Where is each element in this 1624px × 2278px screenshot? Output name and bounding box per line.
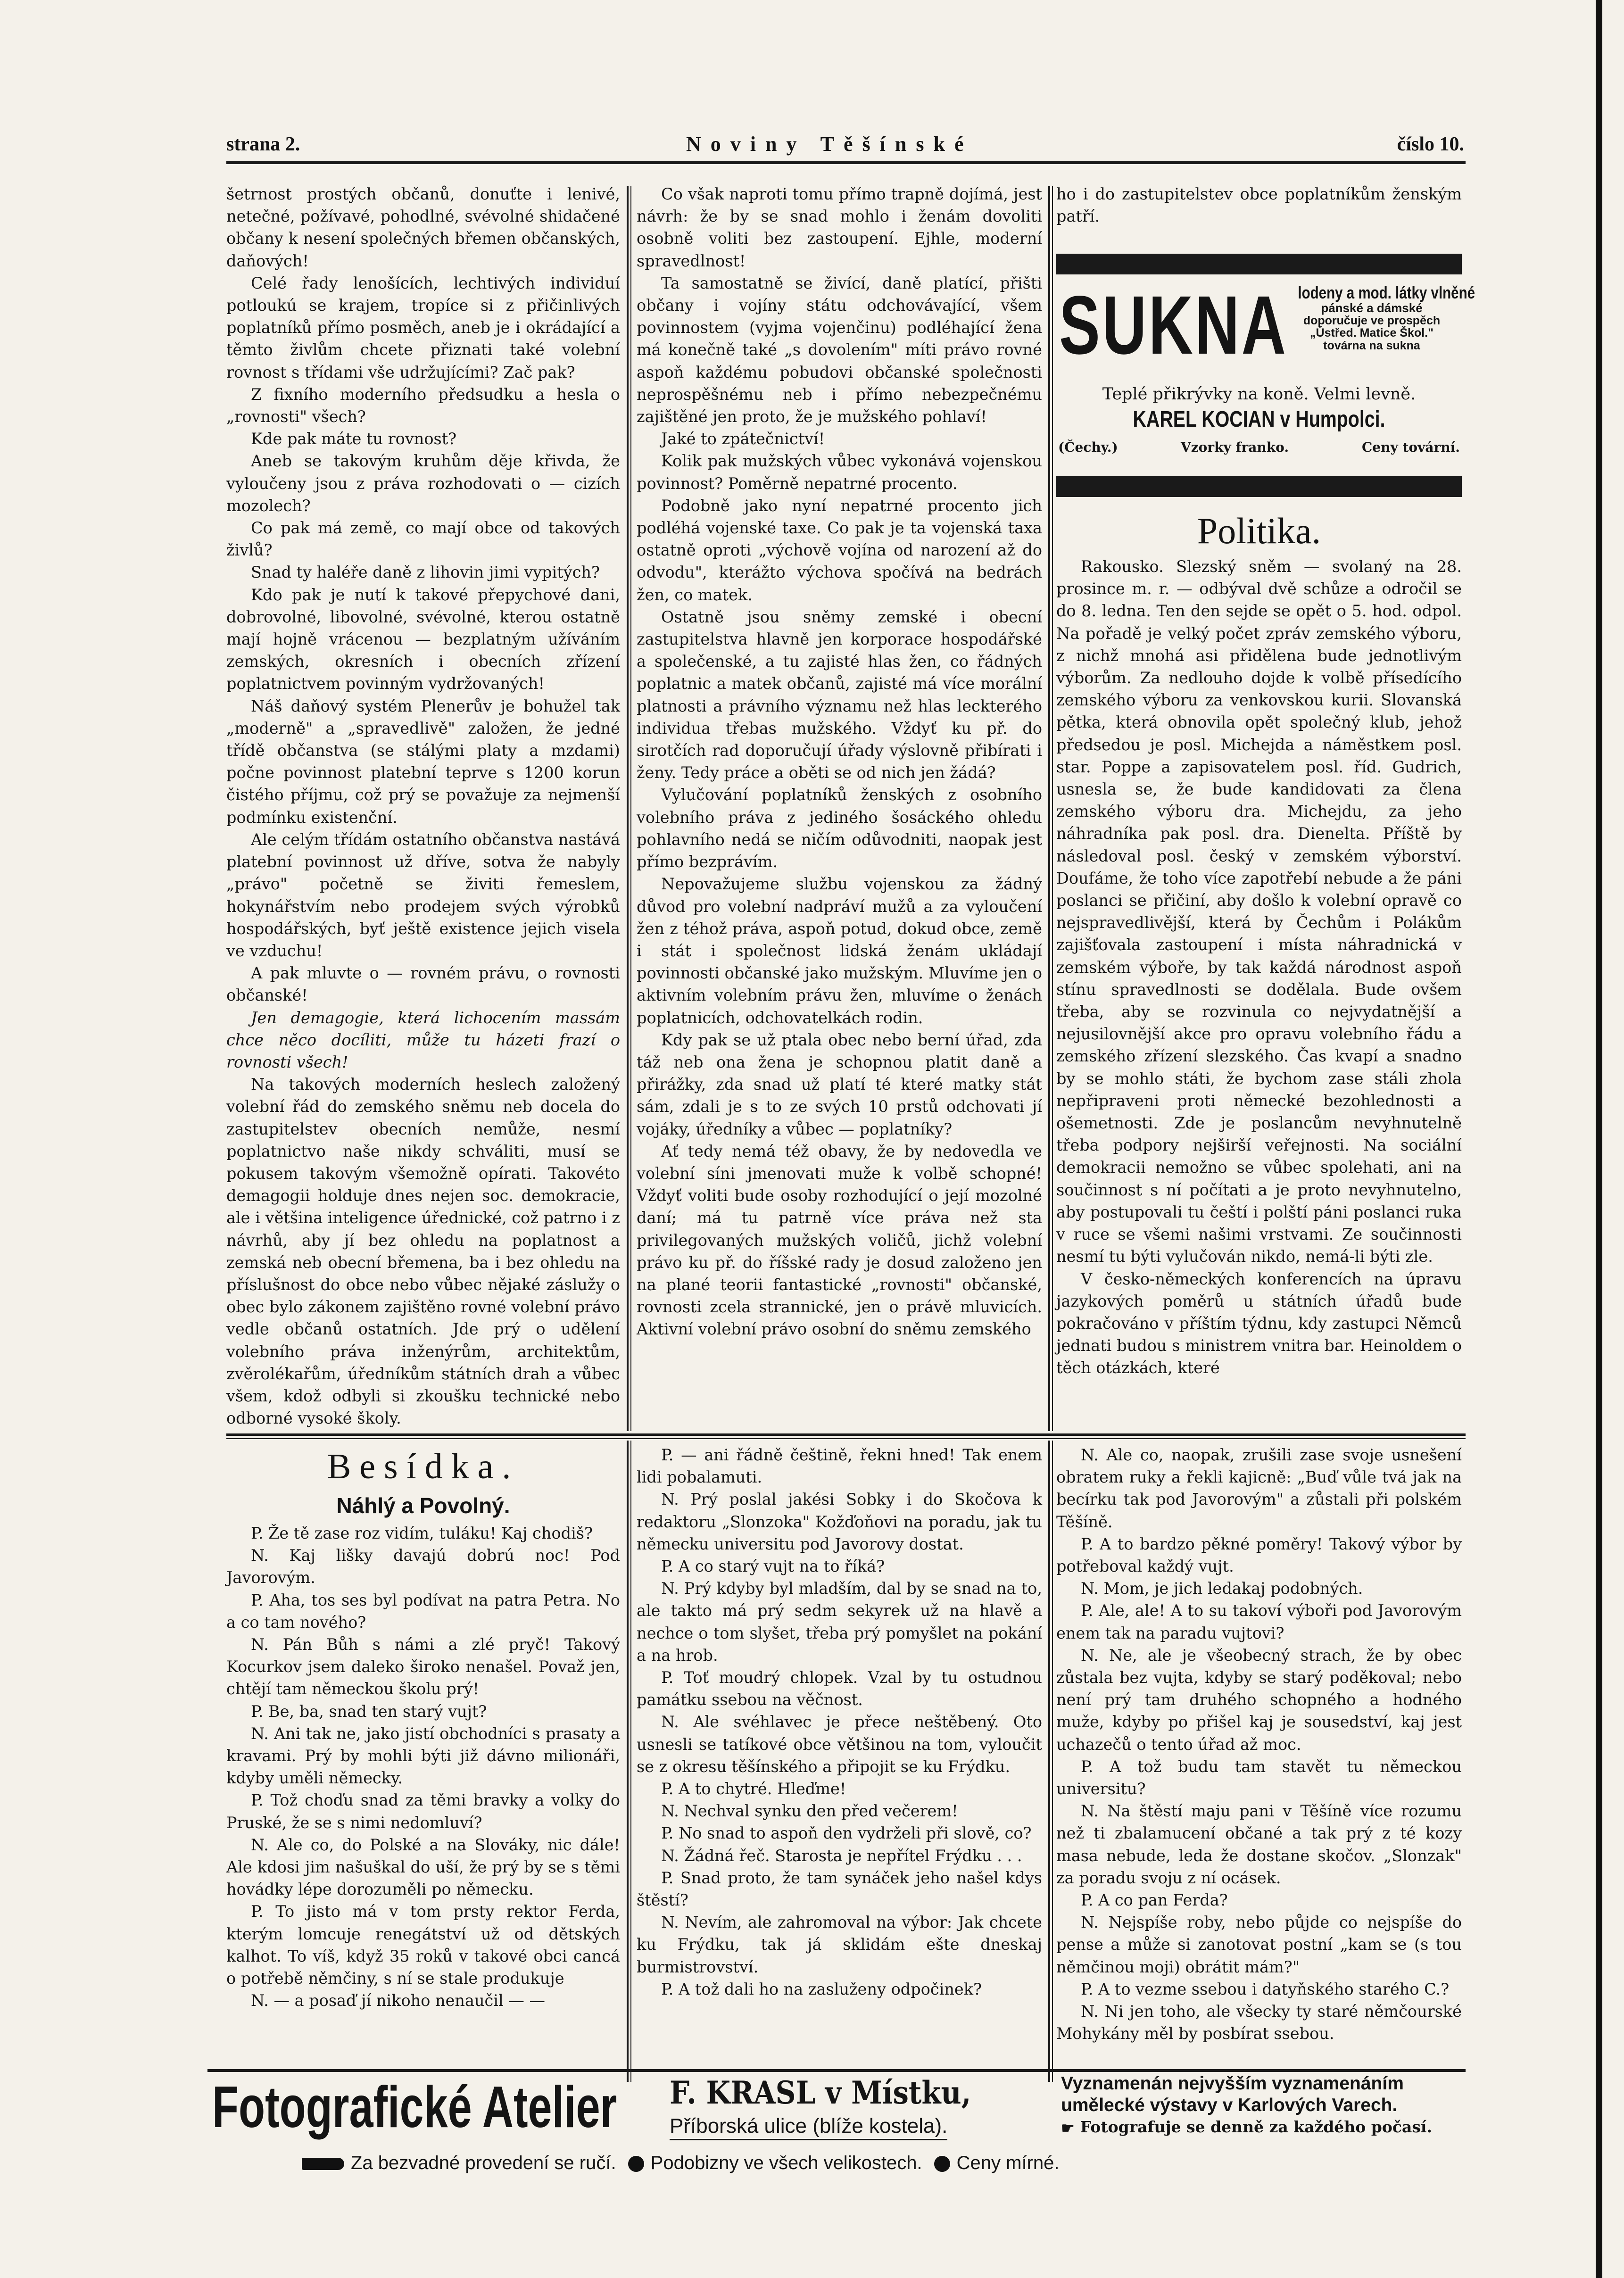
dialogue-line: N. Ni jen toho, ale všecky ty staré němčourské Mohykány měl by posbírat ssebou.: [1056, 2002, 1462, 2043]
article-paragraph: Co však naproti tomu přímo trapně dojímá, jest návrh: že by se snad mohlo i ženám dovoliti osobně voliti bez zastoupení. Ejhle, moderní spravedlnost!: [637, 185, 1042, 270]
article-paragraph: Kdo pak je nutí k takové přepychové dani, dobrovolné, libovolné, svévolné, kterou ostatně mají hojně vrácenou — bezplatným užíváním zemských, okresních i obecních zřízení poplatnictvem povinným vydržovaných!: [226, 585, 620, 693]
sukna-blankets: Teplé přikrývky na koně. Velmi levně.: [1102, 385, 1416, 404]
article-paragraph: šetrnost prostých občanů, donuťte i lenivé, netečné, požívavé, pohodlné, svévolné shidačené občany k nesení společných břemen občanských, daňových!: [226, 185, 620, 270]
dialogue-line: N. Ani tak ne, jako jistí obchodníci s prasaty a kravami. Prý by mohli býti již dávno milionáři, kdyby uměli německy.: [226, 1724, 620, 1788]
article-paragraph: Na takových moderních heslech založený volební řád do zemského sněmu neb docela do zastupitelstev obecních nemůže, nesmí poplatnictvo naše nikdy schváliti, musí se pokusem takovým všemožně opírati. Takovéto demagogii holduje dnes nejen soc. demokracie, ale i většina inteligence úřednické, což patrno i z návrhů, aby jí bez ohledu na poplatnost a zemská neb obecní břemena, ba i bez ohledu na příslušnost do obce nebo vůbec nějaké záslužy o obec bylo zákonem zajištěno rovné volební právo vedle občanů ostatních. Jde prý o udělení volebního práva inženýrům, architektům, zvěrolékařům, úředníkům státních drah a vůbec všem, kdož odbyli si zkoušku technické nebo odborné vysoké školy.: [226, 1075, 620, 1428]
dialogue-line: N. Ne, ale je všeobecný strach, že by obec zůstala bez vujta, kdyby se starý poděkoval; nebo není prý tam druhého schopného a hodného muže, kdyby po přišel kaj je sousedství, kaj jest uchazečů o tento úřad až moc.: [1056, 1646, 1462, 1754]
sukna-line: lodeny a mod. látky vlněné: [1298, 283, 1475, 302]
article-paragraph: Ostatně jsou sněmy zemské i obecní zastupitelstva hlavně jen korporace hospodářské a společenské, a tu zajisté hlas žen, co řádných poplatnic a matek občanů, zajisté má více morální platnosti a právního významu než hlas leckterého individua třebas mužského. Vždyť ku př. do sirotčích rad doporučují úřady výslovně přibírati i ženy. Tedy práce a oběti se od nich jen žádá?: [637, 607, 1042, 782]
besidka-subtitle: Náhlý a Povolný.: [336, 1493, 510, 1518]
studio-award-detail: umělecké výstavy v Karlových Varech.: [1061, 2095, 1398, 2115]
sukna-prices: Ceny tovární.: [1362, 439, 1460, 455]
header-rule: [226, 161, 1466, 164]
article-paragraph: V česko-německých konferencích na úpravu jazykových poměrů u státních úřadů bude pokračováno v příštím týdnu, kdy zastupci Němců jednati budou s ministrem vnitra bar. Heinoldem o těch otázkách, které: [1056, 1269, 1462, 1377]
page-header: [226, 133, 1464, 157]
sukna-company: KAREL KOCIAN v Humpolci.: [1133, 407, 1385, 432]
dialogue-line: P. Aha, tos ses byl podívat na patra Petra. No a co tam nového?: [226, 1590, 620, 1632]
dialogue-line: P. No snad to aspoň den vydrželi při slově, co?: [661, 1824, 1032, 1843]
page-edge-bar: [1596, 0, 1602, 2278]
article-column-1: [226, 183, 620, 1429]
dialogue-line: P. A to bardzo pěkné poměry! Takový výbor by potřeboval každý vujt.: [1056, 1534, 1462, 1576]
article-paragraph: Nepovažujeme službu vojenskou za žádný důvod pro volební nadpráví mužů a za vyloučení žen z téhož práva, aspoň potud, dokud obce, země i stát i společnost lidská ženám ukládají povinnosti občanské jako mužským. Mluvíme jen o aktivním volebním právu žen, mluvíme o ženách poplatnicích, odchovatelkách rodin.: [637, 875, 1042, 1027]
article-column-2: [637, 183, 1042, 1341]
column-divider: [630, 186, 631, 1431]
sukna-line: továrna na sukna: [1323, 339, 1420, 352]
article-paragraph: Podobně jako nyní nepatrné procento jich podléhá vojenské taxe. Co pak je ta vojenská taxa ostatně oproti „výchově vojína od narození až do odvodu", kterážto výchova spočívá na bedrách žen, co matek.: [637, 496, 1042, 604]
studio-guarantee: Za bezvadné provedení se ručí.: [351, 2153, 616, 2173]
dialogue-line: P. Be, ba, snad ten starý vujt?: [251, 1702, 487, 1721]
column-divider: [627, 1441, 629, 2082]
studio-title: Fotografické Atelier: [212, 2075, 617, 2140]
sukna-samples: Vzorky franko.: [1181, 439, 1289, 455]
article-column-3: [1056, 183, 1462, 227]
article-paragraph: Ta samostatně se živící, daně platící, přišti občany i vojíny státu odchovávající, všem povinnostem (vyjma vojenčinu) podléhající žena má konečně také „s dovolením" míti právo rovné aspoň každému pobudovi občanské společnosti neprospěšnému neb i přímo nebezpečnému zajištěné jen proto, že je mužského pohlaví!: [637, 273, 1042, 426]
article-paragraph: Jen demagogie, která lichocením massám chce něco docíliti, může tu házeti frazí o rovnosti všech!: [226, 1008, 620, 1071]
dialogue-line: N. Pán Bůh s námi a zlé pryč! Takový Kocurkov jsem daleko široko nenašel. Považ jen, chtějí tam německou školu prý!: [226, 1635, 620, 1698]
article-paragraph: Vylučování poplatníků ženských z osobního volebního práva z jediného šosáckého ohledu pohlavního nedá se ničím odůvodniti, naopak jest přímo bezprávím.: [637, 786, 1042, 871]
sukna-title: SUKNA: [1059, 279, 1288, 372]
besidka-column-2: [637, 1444, 1042, 2000]
article-paragraph: Z fixního moderního předsudku a hesla o „rovnosti" všech?: [226, 385, 620, 426]
dialogue-line: P. Ale, ale! A to su takoví výboři pod Javorovým enem tak na paradu vujtovi?: [1056, 1601, 1462, 1642]
pointing-hand-icon: ☛: [1061, 2119, 1075, 2137]
dialogue-line: P. A co starý vujt na to říká?: [661, 1557, 885, 1576]
dialogue-line: N. Ale svéhlavec je přece neštěbený. Oto usnesli se tatíkové obce většinou na tom, vyloučit se z okresu těšínského a připojit se ku Frýdku.: [637, 1713, 1042, 1776]
studio-address: Příborská ulice (blíže kostela).: [670, 2113, 947, 2140]
article-paragraph: Rakousko. Slezský sněm — svolaný na 28. prosince m. r. — odbýval dvě schůze a odročil se do 8. ledna. Ten den sejde se opět o 5. hod. odpol. Na pořadě je velký počet zpráv zemského výboru, z nichž mnohá asi přidělena bude jednotlivým výborům. Za nedlouho dojde k volbě přísedícího zemského výboru za venkovskou kurii. Slovanská pětka, která obnovila opět společný klub, jehož předsedou je posl. Michejda a náměstkem posl. star. Poppe a zapisovatelem posl. říd. Gudrich, usnesla se, že bude kandidovati za člena zemského výboru dra. Michejdu, za jeho náhradníka pak posl. dra. Dienelta. Příště by následoval posl. český v zemském výborství. Doufáme, že toho více zapotřebí nebude a že páni poslanci se přičiní, aby došlo k volební opravě co nejspravedlivější, která by Čechům i Polákům zajišťovala zastoupení i místa náhradnická v zemském výboře, by tak každá národnost aspoň stínu spravedlnosti se dodělala. Bude ovšem třeba, aby se rozvinula co nejvydatnější a nejusilovnější akce pro opravu volebního řádu a zemského zřízení slezského. Čas kvapí a snadno by se mohlo státi, že bychom zase stáli zhola nepřipraveni proti německé bezohlednosti a ošemetnosti. Zde je poslancům nevyhnutelně třeba podpory nejširší veřejnosti. Na sociální demokracii nemožno se vůbec spolehati, ani na součinnost s ní počítati a je proto nevyhnutelno, aby postupovali tu čeští i polští páni poslanci ruka v ruce se všemi našimi vrstvami. Ze součinnosti nesmí tu býti vylučován nikdo, nemá-li býti zle.: [1056, 557, 1462, 1266]
newspaper-title: Noviny Těšínské: [686, 133, 973, 156]
column-divider: [1052, 186, 1053, 1431]
dialogue-line: N. Ale co, naopak, zrušili zase svoje usnešení obratem ruky a řekli kajicně: „Buď vůle tvá jak na becírku tak pod Javorovým" a zůstali při polském Těšíně.: [1056, 1446, 1462, 1531]
dialogue-line: N. Prý kdyby byl mladším, dal by se snad na to, ale takto má prý sedm sekyrek už na hlavě a nechce o tom slyšet, třeba prý pomyšlet na pokání a na hrob.: [637, 1579, 1042, 1665]
article-paragraph: Kolik pak mužských vůbec vykonává vojenskou povinnost? Poměrně nepatrné procento.: [637, 452, 1042, 493]
besidka-column-1: [226, 1444, 620, 2012]
dialogue-line: N. Nechval synku den před večerem!: [661, 1802, 958, 1821]
politika-section: [1056, 509, 1462, 1379]
sukna-line: „Ústřed. Matice Škol.": [1310, 326, 1433, 340]
sukna-line: doporučuje ve prospěch: [1303, 314, 1441, 328]
dialogue-line: N. Nevím, ale zahromoval na výbor: Jak chcete ku Frýdku, tak já sklidám ešte dneskaj burmistrovství.: [637, 1913, 1042, 1976]
article-paragraph: Aneb se takovým kruhům děje křivda, že vyloučeny jsou z práva rozhodovati o — cizích mozolech?: [226, 452, 620, 515]
bullet-icon: [628, 2156, 644, 2172]
article-paragraph: A pak mluvte o — rovném právu, o rovnosti občanské!: [226, 964, 620, 1005]
bullet-icon: [934, 2156, 950, 2172]
article-paragraph: Ale celým třídám ostatního občanstva nastává platební povinnost už dříve, sotva že nabyly „právo" početně se živiti řemeslem, hokynářstvím nebo prodejem svých výrobků hospodářských, byť ještě existence jejich visela ve vzduchu!: [226, 830, 620, 960]
dialogue-line: P. Snad proto, že tam synáček jeho našel kdys štěstí?: [637, 1868, 1042, 1910]
dialogue-line: P. A tož dali ho na zasluženy odpočinek?: [661, 1980, 982, 1998]
article-paragraph: Kdy pak se už ptala obec nebo berní úřad, zda táž neb ona žena je schopnou platit daně a přirážky, zda snad už platí té které matky stát sám, zdali je s to ze svých 10 prstů odchovati jí vojáky, úředníky a vůbec — poplatníky?: [637, 1030, 1042, 1138]
sukna-line: pánské a dámské: [1321, 300, 1423, 315]
dialogue-line: P. A to chytré. Hleďme!: [661, 1780, 846, 1798]
studio-weather-note: Fotografuje se denně za každého počasí.: [1080, 2118, 1432, 2136]
column-divider: [627, 186, 629, 1431]
dialogue-line: N. Nejspíše roby, nebo půjde co nejspíše do pense a může si zanotovat postní „kam se (s tou němčinou moji) obrátit mám?": [1056, 1913, 1462, 1976]
politika-heading: Politika.: [1197, 510, 1321, 551]
studio-owner: F. KRASL v Místku,: [670, 2074, 971, 2111]
studio-award: Vyznamenán nejvyšším vyznamenáním: [1061, 2073, 1404, 2094]
ad-bottom-bar: [1056, 476, 1462, 497]
sukna-advertisement: [1056, 278, 1475, 481]
article-paragraph: Jaké to zpátečnictví!: [661, 430, 825, 448]
dialogue-line: N. Prý poslal jakési Sobky i do Skočova k redaktoru „Slonzoka" Kožďoňovi na poradu, jak tu německu universitu pod Javorovy dostat.: [637, 1490, 1042, 1553]
studio-portraits: Podobizny ve všech velikostech.: [650, 2153, 922, 2173]
dialogue-line: N. Mom, je jich ledakaj podobných.: [1081, 1579, 1363, 1598]
dialogue-line: N. Ale co, do Polské a na Slováky, nic dále! Ale kdosi jim našuškal do uší, že prý by se s těmi hovádky lépe dorozuměli po německu.: [226, 1835, 620, 1899]
page-number: strana 2.: [226, 133, 300, 155]
dialogue-line: P. Že tě zase roz vidím, tuláku! Kaj chodiš?: [251, 1524, 593, 1542]
besidka-column-3: [1056, 1444, 1462, 2045]
article-paragraph: Kde pak máte tu rovnost?: [251, 430, 457, 448]
article-paragraph: Celé řady lenošících, lechtivých individuí potloukú se krajem, tropíce si z přičinlivých poplatníků přímo posměch, aneb je i okrádající a těmto živlům chcete přiznati také volební rovnost s třídami vše udržujícími? Zač pak?: [226, 273, 620, 381]
issue-number: číslo 10.: [1397, 133, 1464, 155]
photo-studio-advertisement: [207, 2072, 1466, 2180]
pointing-hand-icon: [302, 2158, 344, 2170]
dialogue-line: P. A tož budu tam stavět tu německou universitu?: [1056, 1757, 1462, 1798]
article-paragraph: ho i do zastupitelstev obce poplatníkům ženským patří.: [1056, 185, 1462, 226]
dialogue-line: P. To jisto má v tom prsty rektor Ferda, kterým lomcuje renegátství už od dětských kalhot. To víš, když 35 roků v takové obci cancá o potřebě němčiny, s ní se stale produkuje: [226, 1902, 620, 1988]
column-divider: [1048, 186, 1050, 1431]
dialogue-line: N. Na štěstí maju pani v Těšíně více rozumu než ti zbalamucení občané a tak prý z té kozy masa nebude, leda že dostane skočov. „Slonzak" za poradu svoju z ní ocásek.: [1056, 1802, 1462, 1887]
dialogue-line: N. — a posaď jí nikoho nenaučil — —: [251, 1991, 546, 2010]
dialogue-line: P. Tož choďu snad za těmi bravky a volky do Pruské, že se s nimi nedomluví?: [226, 1791, 620, 1832]
column-divider: [1052, 1441, 1053, 2082]
dialogue-line: P. A to vezme ssebou i datyňského starého C.?: [1081, 1980, 1450, 1998]
article-paragraph: Ať tedy nemá též obavy, že by nedovedla ve volební síni jmenovati muže k volbě schopné! Vždyť voliti bude osoby rozhodující o její mozolné daní; má tu patrně více práva než sta privilegovaných mužských voličů, jichž volební právo ku př. do říšské rady je dosud založeno jen na plané teorii fantastické „rovnosti" občanské, rovnosti zcela strannické, jen o právě mluvicích. Aktivní volební právo osobní do sněmu zemského: [637, 1142, 1042, 1339]
studio-prices: Ceny mírné.: [956, 2153, 1060, 2173]
dialogue-line: P. Toť moudrý chlopek. Vzal by tu ostudnou památku ssebou na věčnost.: [637, 1668, 1042, 1709]
section-rule: [226, 1438, 1466, 1439]
dialogue-line: N. Žádná řeč. Starosta je nepřítel Frýdku . . .: [661, 1846, 1022, 1865]
ad-top-bar: [1056, 254, 1462, 274]
dialogue-line: P. — ani řádně češtině, řekni hned! Tak enem lidi pobalamuti.: [637, 1446, 1042, 1487]
article-paragraph: Co pak má země, co mají obce od takových živlů?: [226, 519, 620, 560]
sukna-country: (Čechy.): [1058, 439, 1118, 455]
article-paragraph: Náš daňový systém Plenerův je bohužel tak „moderně" a „spravedlivě" založen, že jedné třídě občanstva (se stálými platy a mzdami) počne povinnost platební teprve s 1200 korun čistého příjmu, což prý se považuje za nejmenší podmínku existenční.: [226, 696, 620, 827]
dialogue-line: N. Kaj lišky davajú dobrú noc! Pod Javorovým.: [226, 1546, 620, 1587]
column-divider: [1048, 1441, 1050, 2082]
section-rule: [226, 1433, 1466, 1436]
article-paragraph: Snad ty haléře daně z lihovin jimi vypitých?: [251, 563, 600, 582]
dialogue-line: P. A co pan Ferda?: [1081, 1891, 1228, 1910]
column-divider: [630, 1441, 631, 2082]
besidka-heading: Besídka.: [327, 1447, 520, 1486]
